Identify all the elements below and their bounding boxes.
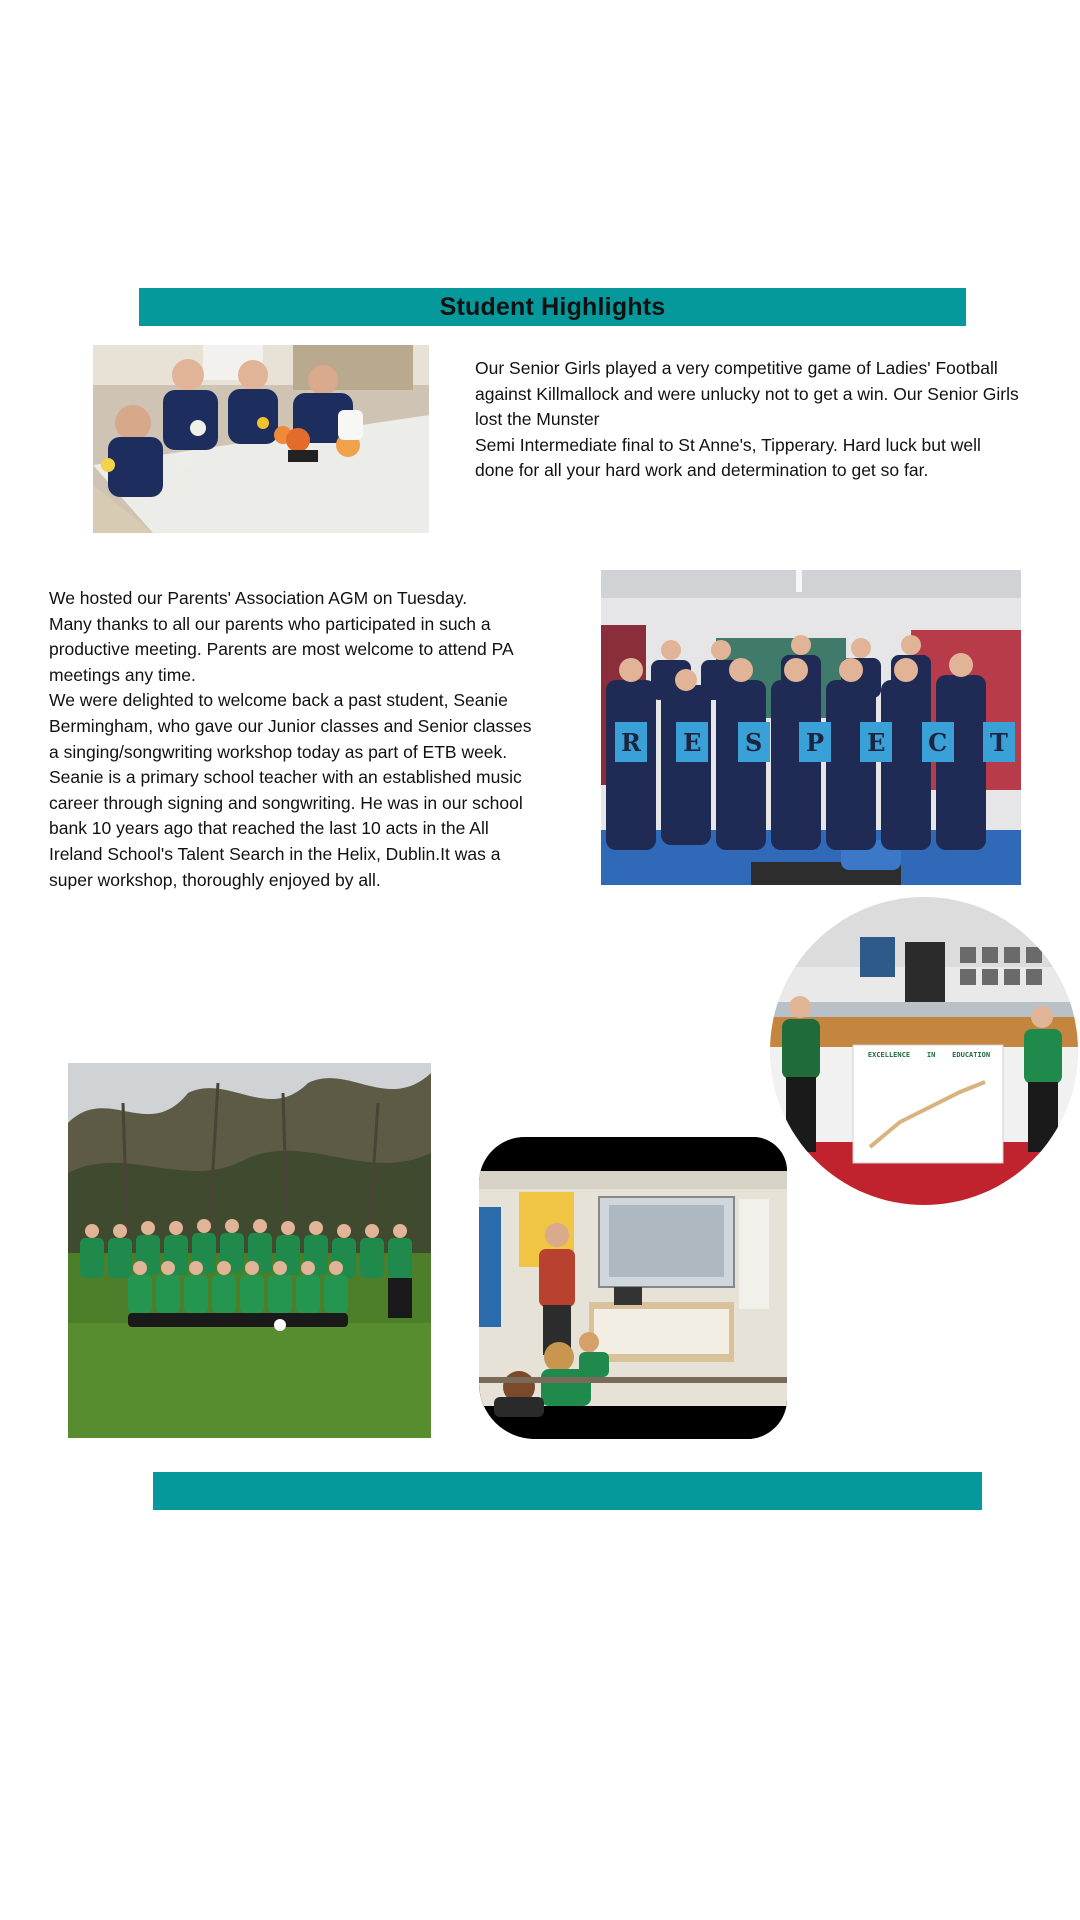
letter-card: P — [799, 722, 831, 762]
section-title-banner — [139, 288, 966, 326]
photo-ladies-football-team — [68, 1063, 431, 1438]
football-article-text: Our Senior Girls played a very competitive game of Ladies' Football against Killmallock and were unlucky not to get a win. Our Senior Girls lost the Munster Semi Intermediate final to St Anne's, Tipperary. Hard luck but well done for all your hard work and determination to get so far. — [475, 358, 1019, 481]
photo-songwriting-workshop — [479, 1137, 787, 1439]
letter-card: R — [615, 722, 647, 762]
photo-excellence-in-education-circle — [770, 897, 1078, 1205]
letter-card: T — [983, 722, 1015, 762]
parents-association-article-text: We hosted our Parents' Association AGM on Tuesday. Many thanks to all our parents who participated in such a productive meeting. Parents are most welcome to attend PA meetings any time. We were delighted to welcome back a past student, Seanie Bermingham, who gave our Junior classes and Senior classes a singing/songwriting workshop today as part of ETB week. Seanie is a primary school teacher with an established music career through signing and songwriting. He was in our school bank 10 years ago that reached the last 10 acts in the All Ireland School's Talent Search in the Helix, Dublin.It was a super workshop, thoroughly enjoyed by all. — [49, 588, 532, 890]
footer-banner — [153, 1472, 982, 1510]
photo-students-planet-models — [93, 345, 429, 533]
letter-card: C — [922, 722, 954, 762]
photo-respect-group — [601, 570, 1021, 885]
section-title: Student Highlights — [439, 292, 666, 321]
letter-card: S — [738, 722, 770, 762]
poster-heading: EXCELLENCE IN EDUCATION — [867, 1051, 991, 1059]
letter-card: E — [860, 722, 892, 762]
respect-letter-cards — [615, 722, 1015, 762]
letter-card: E — [676, 722, 708, 762]
